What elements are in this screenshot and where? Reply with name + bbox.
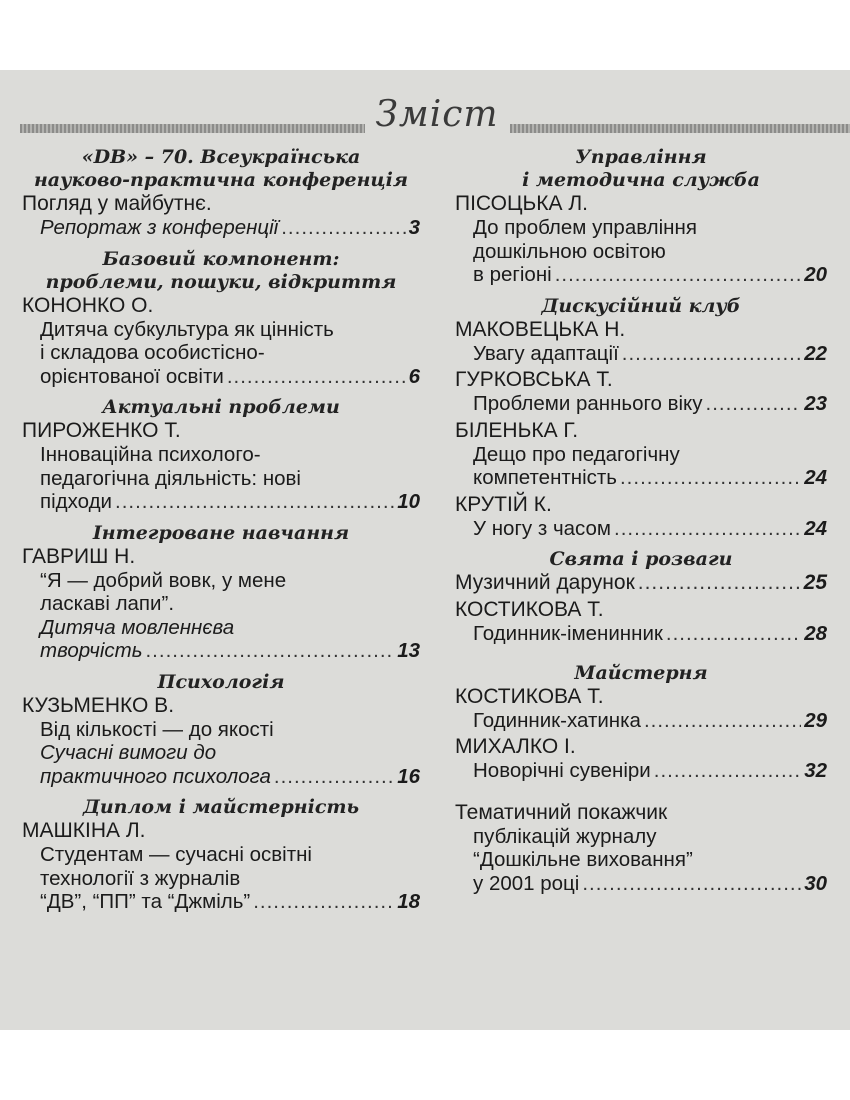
toc-entry[interactable] [455,392,827,416]
toc-entry[interactable] [455,263,827,287]
toc-entry[interactable] [22,639,420,663]
leader-dots [638,571,801,595]
leader-dots [115,490,394,514]
page-margin-bottom [0,1030,850,1100]
toc-entry[interactable] [455,759,827,783]
page-number: 24 [804,466,827,489]
toc-entry[interactable] [455,622,827,646]
entry-subtitle: практичного психолога [40,764,271,788]
entry-subtitle[interactable]: Дитяча мовленнєва [40,615,235,639]
entry-line: Увагу адаптації [473,341,619,365]
leader-dots [622,342,801,366]
leader-dots [253,890,394,914]
author-name: МАШКІНА Л. [22,819,146,842]
page-number: 18 [397,890,420,913]
entry-line[interactable]: До проблем управління [473,216,697,239]
toc-entry[interactable] [455,342,827,366]
section-heading-line: проблеми, пошуки, відкриття [45,270,397,293]
leader-dots [227,365,406,389]
toc-entry[interactable] [455,872,827,896]
author-name: КОСТИКОВА Т. [455,684,604,708]
entry-line: “ДВ”, “ПП” та “Джміль” [40,890,251,913]
section-heading-line: Базовий компонент: [102,247,340,270]
author-name: ГУРКОВСЬКА Т. [455,368,613,391]
entry-line: Годинник-хатинка [473,708,641,732]
leader-dots [654,759,801,783]
section-heading: Диплом і майстерність [82,796,360,818]
entry-line[interactable]: і складова особистісно- [40,341,265,364]
entry-subtitle[interactable]: Сучасні вимоги до [40,741,217,764]
author-name: МИХАЛКО І. [455,735,576,758]
page-number: 29 [804,708,827,732]
author-name: КОНОНКО О. [22,293,154,317]
entry-line: Годинник-іменинник [473,622,663,645]
page-number: 30 [804,871,827,895]
entry-line[interactable]: публікацій журналу [473,824,657,848]
page-number: 10 [397,490,420,513]
section-heading-line: Управління [575,146,707,168]
toc-entry[interactable] [22,890,420,914]
toc-entry[interactable] [455,709,827,733]
section-heading: Інтегроване навчання [92,521,350,544]
toc-entry[interactable] [22,365,420,389]
page-number: 16 [397,764,420,788]
page-number: 13 [397,639,420,662]
toc-entry[interactable] [455,466,827,490]
entry-line: Музичний дарунок [455,571,635,594]
page-number: 25 [803,571,827,594]
leader-dots [666,622,801,646]
page-title: Зміст [375,94,499,135]
leader-dots [644,709,801,733]
page-number: 20 [804,263,827,286]
header-rule-left [20,124,365,133]
scanned-page [0,70,850,1030]
entry-subtitle: Репортаж з конференції [40,216,279,239]
toc-entry[interactable] [455,517,827,541]
section-heading-line: і методична служба [522,169,760,191]
entry-line: Новорічні сувеніри [473,759,651,782]
entry-line[interactable]: Інноваційна психолого- [40,443,261,466]
entry-line[interactable]: технології з журналів [40,866,241,890]
entry-line[interactable]: Дещо про педагогічну [473,442,680,466]
author-name: МАКОВЕЦЬКА Н. [455,317,626,341]
entry-line[interactable]: “Я — добрий вовк, у мене [40,568,287,592]
toc-entry[interactable] [22,765,420,789]
leader-dots [274,765,394,789]
entry-line[interactable]: дошкільною освітою [473,239,666,263]
entry-title[interactable]: Погляд у майбутнє. [22,192,212,215]
entry-line: в регіоні [473,263,552,286]
section-heading [455,146,827,192]
entry-line: у 2001 році [473,871,580,895]
leader-dots [620,466,801,490]
page-number: 24 [804,516,827,540]
leader-dots [555,263,801,287]
entry-line[interactable]: Від кількості — до якості [40,717,274,741]
toc-entry[interactable] [22,490,420,514]
section-heading [22,146,420,192]
leader-dots [281,216,405,240]
section-heading: Актуальні проблеми [102,396,340,418]
page-number: 6 [408,364,420,388]
entry-title[interactable]: Тематичний покажчик [455,800,668,824]
section-heading: Дискусійний клуб [541,294,741,317]
leader-dots [582,872,801,896]
entry-line[interactable]: педагогічна діяльність: нові [40,466,301,490]
page-number: 28 [804,622,827,645]
section-heading [22,248,420,294]
author-name: ПИРОЖЕНКО Т. [22,419,181,442]
author-name: БІЛЕНЬКА Г. [455,418,579,442]
toc-entry[interactable] [22,216,420,240]
leader-dots [145,639,394,663]
entry-line: Проблеми раннього віку [473,392,703,415]
section-heading: Свята і розваги [549,548,733,570]
entry-line[interactable]: “Дошкільне виховання” [473,848,693,871]
page-number: 3 [408,216,420,239]
entry-line: У ногу з часом [473,516,612,540]
right-column [455,146,827,895]
section-heading: Майстерня [574,661,708,684]
entry-line: компетентність [473,466,617,489]
leader-dots [706,392,802,416]
toc-entry[interactable] [455,571,827,595]
author-name: КУЗЬМЕНКО В. [22,693,175,717]
entry-line[interactable]: ласкаві лапи”. [40,592,175,615]
contents-header [0,84,850,136]
author-name: ПІСОЦЬКА Л. [455,192,588,215]
section-heading-line: науково-практична конференція [33,169,409,191]
author-name: ГАВРИШ Н. [22,544,136,568]
section-heading-line: «DB» – 70. Всеукраїнська [81,146,361,168]
author-name: КРУТІЙ К. [455,492,552,516]
header-rule-right [510,124,850,133]
leader-dots [614,517,801,541]
entry-subtitle: творчість [40,639,143,662]
entry-line[interactable]: Студентам — сучасні освітні [40,843,312,866]
page-number: 23 [804,392,827,415]
page-number: 22 [804,341,827,365]
author-name: КОСТИКОВА Т. [455,598,604,621]
section-heading: Психологія [157,670,285,693]
left-column [22,146,420,914]
page-number: 32 [804,759,827,782]
entry-line: підходи [40,490,113,513]
entry-line[interactable]: Дитяча субкультура як цінність [40,317,334,341]
entry-line: орієнтованої освіти [40,364,224,388]
